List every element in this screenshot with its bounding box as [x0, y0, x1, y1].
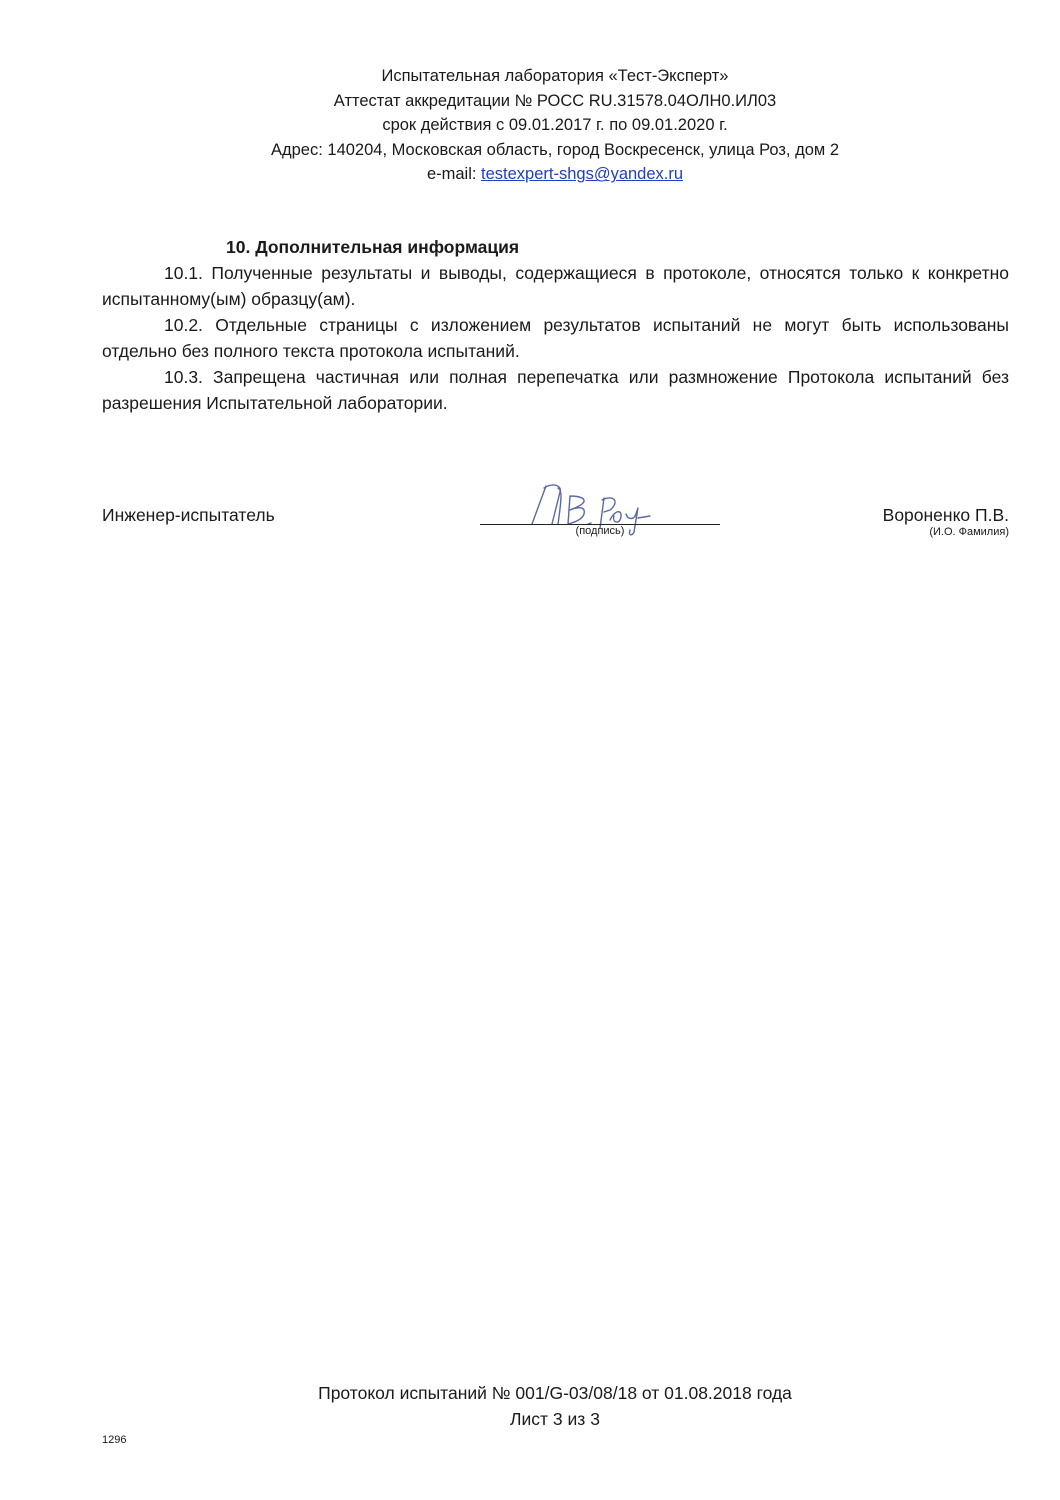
signer-name-caption: (И.О. Фамилия): [929, 526, 1009, 538]
email-link[interactable]: testexpert-shgs@yandex.ru: [481, 165, 684, 184]
signer-name: Вороненко П.В.: [882, 505, 1009, 525]
signature-caption: (подпись): [575, 525, 625, 537]
validity-line: срок действия с 09.01.2017 г. по 09.01.2020 г.: [382, 116, 728, 135]
info-item-2: 10.2. Отдельные страницы с изложением результатов испытаний не могут быть использованы отдельно без полного текста протокола испытаний.: [102, 315, 1009, 361]
protocol-number: Протокол испытаний № 001/G-03/08/18 от 01.08.2018 года: [318, 1383, 792, 1403]
signature-field: [480, 502, 720, 546]
lab-header: [0, 64, 1060, 187]
lab-name: Испытательная лаборатория «Тест-Эксперт»: [381, 67, 729, 85]
address-line: Адрес: 140204, Московская область, город Воскресенск, улица Роз, дом 2: [270, 140, 839, 159]
page-id: 1296: [102, 1434, 127, 1446]
email-label: e-mail:: [426, 165, 482, 184]
signer-role: Инженер-испытатель: [102, 505, 275, 525]
additional-info-section: [102, 234, 1009, 416]
accreditation-line: Аттестат аккредитации № РОСС RU.31578.04ОЛН0.ИЛ03: [333, 91, 777, 110]
info-item-3: 10.3. Запрещена частичная или полная перепечатка или размножение Протокола испытаний без разрешения Испытательной лаборатории.: [102, 367, 1009, 413]
email-line: [0, 162, 1060, 187]
section-heading: 10. Дополнительная информация: [226, 237, 520, 257]
page-footer: [0, 1380, 1060, 1432]
signature-row: [102, 502, 1009, 552]
sheet-number: Лист 3 из 3: [510, 1409, 600, 1429]
info-item-1: 10.1. Полученные результаты и выводы, содержащиеся в протоколе, относятся только к конкретно испытанному(ым) образцу(ам).: [102, 263, 1009, 309]
